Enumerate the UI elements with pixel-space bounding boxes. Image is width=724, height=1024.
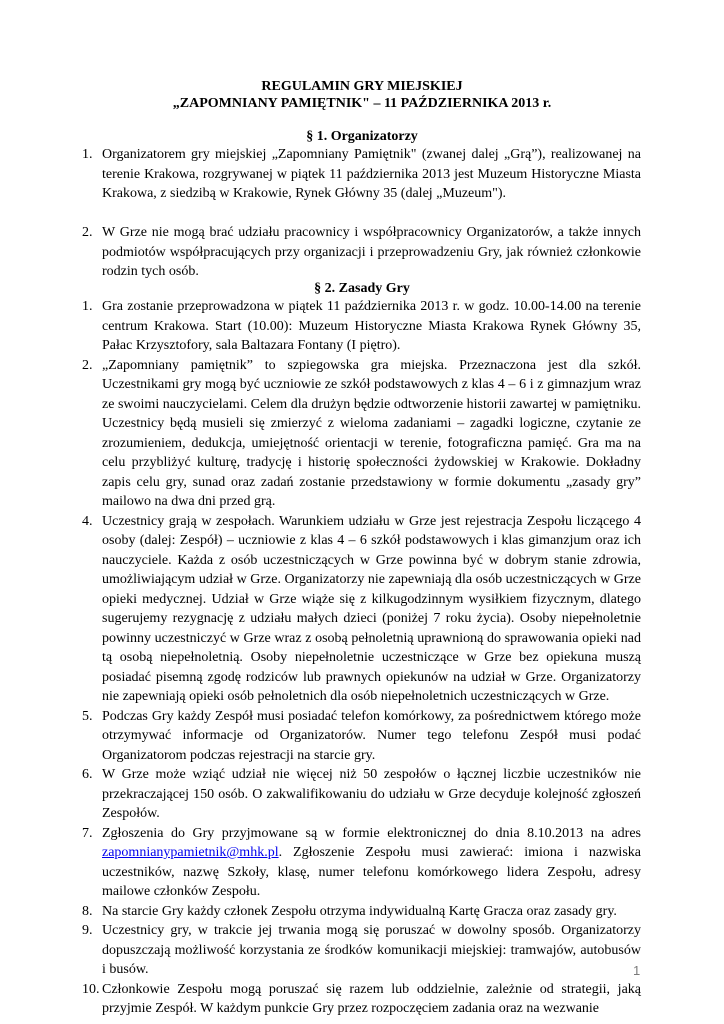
item-text-before-link: Zgłoszenia do Gry przyjmowane są w formie elektronicznej do dnia 8.10.2013 na adres: [102, 825, 641, 841]
list-item: [0, 297, 724, 356]
list-item: [0, 824, 724, 902]
list-item: [0, 921, 724, 980]
email-link[interactable]: zapomnianypamietnik@mhk.pl: [102, 845, 279, 860]
section-2-list: [0, 297, 724, 1019]
item-number: 1.: [82, 147, 93, 162]
item-number: 8.: [82, 903, 93, 919]
list-item: [0, 707, 724, 766]
item-number: 6.: [82, 767, 93, 782]
section-1-list: [0, 145, 724, 282]
item-number: 5.: [82, 708, 93, 724]
item-text-after-link: . Zgłoszenie Zespołu musi zawierać: imiona i nazwiska uczestników, nazwę Szkoły, klasę, numer telefonu komórkowego lidera Zespołu, adresy mailowe członków Zespołu.: [102, 845, 641, 899]
document-title: [0, 78, 724, 112]
item-text: Na starcie Gry każdy członek Zespołu otrzyma indywidualną Kartę Gracza oraz zasady gry.: [102, 903, 617, 919]
item-number: 2.: [82, 225, 93, 240]
section-1-heading: § 1. Organizatorzy: [306, 129, 418, 144]
list-item: [0, 902, 724, 922]
item-text: „Zapomniany pamiętnik” to szpiegowska gra miejska. Przeznaczona jest dla szkół. Uczestnikami gry mogą być uczniowie ze szkół podstawowych z klas 4 – 6 i z gimnazjum wraz ze swoimi nauczycielami. Celem dla drużyn będzie odtworzenie historii zawartej w pamiętniku. Uczestnicy będą musieli się zmierzyć z wieloma zadaniami – zagadki logiczne, czytanie ze zrozumieniem, dedukcja, umiejętność orientacji w terenie, fotograficzna pamięć. Gra ma na celu przybliżyć kulturę, tradycję i historię społeczności żydowskiej w Krakowie. Dokładny zapis celu gry, sunad oraz zadań zostanie przedstawiony w formie dokumentu „zasady gry” mailowo na dwa dni przed grą.: [102, 357, 641, 509]
document-title-line-2: „ZAPOMNIANY PAMIĘTNIK" – 11 PAŹDZIERNIKA 2013 r.: [172, 96, 552, 111]
item-number: 1.: [82, 299, 93, 314]
item-number: 10.: [82, 981, 100, 997]
list-item: [0, 765, 724, 824]
item-text: Gra zostanie przeprowadzona w piątek 11 października 2013 r. w godz. 10.00-14.00 na terenie centrum Krakowa. Start (10.00): Muzeum Historyczne Miasta Krakowa Rynek Główny 35, Pałac Krzysztofory, sala Baltazara Fontany (I piętro).: [102, 299, 641, 353]
item-text: Uczestnicy grają w zespołach. Warunkiem udziału w Grze jest rejestracja Zespołu liczącego 4 osoby (dalej: Zespół) – uczniowie z klas 4 – 6 szkół podstawowych i klas gimanzjum oraz ich nauczyciele. Każda z osób uczestniczących w Grze powinna być w dobrym stanie zdrowia, umożliwiającym udział w Grze. Organizatorzy nie zapewniają dla osób uczestniczących w Grze opieki medycznej. Udział w Grze wiąże się z kilkugodzinnym wysiłkiem fizycznym, dlatego sugerujemy rezygnację z udziału małych dzieci (poniżej 7 roku życia). Osoby niepełnoletnie powinny uczestniczyć w Grze wraz z osobą pełnoletnią uprawnioną do sprawowania opieki nad tą osobą niepełnoletnią. Osoby niepełnoletnie uczestniczące w Grze bez opiekuna muszą posiadać pisemną zgodę rodziców lub prawnych opiekunów na udział w Grze. Organizatorzy nie zapewniają opieki osób pełnoletnich dla osób niepełnoletnich uczestniczących w Grze.: [102, 513, 641, 704]
item-text: Członkowie Zespołu mogą poruszać się razem lub oddzielnie, zależnie od strategii, jaką przyjmie Zespół. W każdym punkcie Gry przez rozpoczęciem zadania oraz na wezwanie: [102, 981, 641, 1016]
item-text: W Grze może wziąć udział nie więcej niż 50 zespołów o łącznej liczbie uczestników nie przekraczającej 150 osób. O zakwalifikowaniu do udziału w Grze decyduje kolejność zgłoszeń Zespołów.: [102, 767, 641, 821]
item-number: 9.: [82, 923, 93, 938]
list-item: [0, 145, 724, 204]
item-number: 7.: [82, 825, 93, 841]
list-item: [0, 356, 724, 512]
item-number: 4.: [82, 513, 93, 529]
list-item: [0, 512, 724, 707]
item-text: Podczas Gry każdy Zespół musi posiadać telefon komórkowy, za pośrednictwem którego może otrzymywać informacje od Organizatorów. Numer tego telefonu Zespół musi podać Organizatorom podczas rejestracji na starcie gry.: [102, 708, 641, 763]
item-text: [102, 824, 641, 902]
list-item: [0, 223, 724, 282]
document-title-line-1: REGULAMIN GRY MIEJSKIEJ: [261, 79, 463, 94]
item-text: Organizatorem gry miejskiej „Zapomniany Pamiętnik" (zwanej dalej „Grą”), realizowanej na terenie Krakowa, rozgrywanej w piątek 11 października 2013 jest Muzeum Historyczne Miasta Krakowa, z siedzibą w Krakowie, Rynek Główny 35 (dalej „Muzeum").: [102, 147, 641, 201]
list-item: [0, 980, 724, 1019]
page-number: 1: [633, 963, 641, 978]
section-2-heading: § 2. Zasady Gry: [314, 281, 410, 296]
item-number: 2.: [82, 357, 93, 373]
item-text: W Grze nie mogą brać udziału pracownicy i współpracownicy Organizatorów, a także innych podmiotów współpracujących przy organizacji i przeprowadzeniu Gry, jak również członkowie rodzin tych osób.: [102, 225, 641, 279]
item-text: Uczestnicy gry, w trakcie jej trwania mogą się poruszać w dowolny sposób. Organizatorzy dopuszczają możliwość korzystania ze środków komunikacji miejskiej: tramwajów, autobusów i busów.: [102, 923, 641, 977]
